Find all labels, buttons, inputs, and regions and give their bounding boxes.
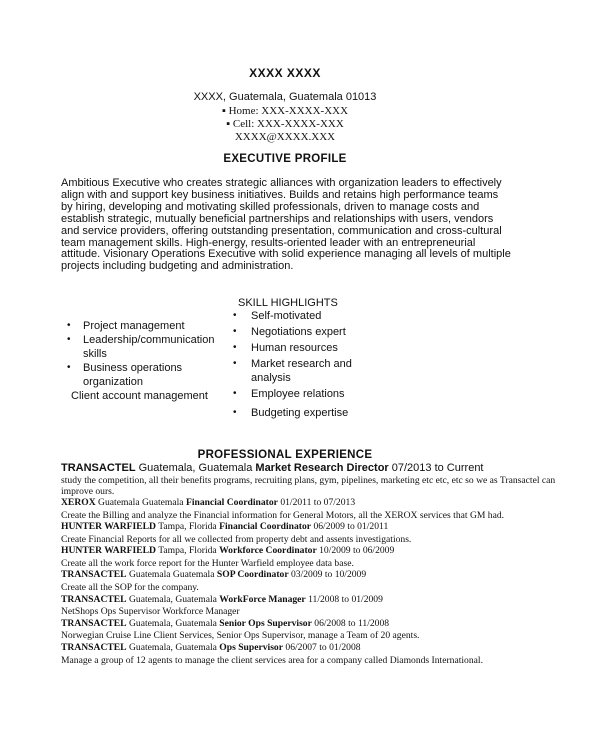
job-position: Financial Coordinator: [219, 521, 312, 533]
bullet-icon: •: [233, 310, 237, 321]
professional-experience-heading: PROFESSIONAL EXPERIENCE: [197, 449, 373, 461]
list-item: [61, 594, 581, 618]
job-location: Guatemala Guatemala: [95, 497, 186, 509]
company-name: XEROX: [61, 497, 96, 509]
list-item: • Business operations organization: [67, 362, 183, 388]
bullet-icon: ▪: [221, 105, 229, 117]
job-dates: 10/2009 to 06/2009: [316, 545, 395, 557]
list-item: [61, 462, 581, 497]
executive-profile-heading: EXECUTIVE PROFILE: [223, 153, 347, 165]
bullet-icon: •: [233, 342, 237, 353]
company-name: TRANSACTEL: [61, 569, 127, 581]
company-name: TRANSACTEL: [61, 641, 127, 653]
job-position: SOP Coordinator: [216, 569, 289, 581]
bullet-icon: •: [67, 334, 71, 345]
home-phone: [0, 104, 570, 118]
list-item: [61, 521, 581, 545]
job-location: Guatemala Guatemala: [126, 569, 217, 581]
job-position: WorkForce Manager: [219, 593, 306, 605]
job-dates: 01/2011 to 07/2013: [277, 497, 356, 509]
job-description: NetShops Ops Supervisor Workforce Manager: [61, 606, 240, 618]
list-item: [61, 642, 581, 666]
job-location: Tampa, Florida: [155, 545, 220, 557]
company-name: TRANSACTEL: [61, 462, 136, 474]
job-description: Manage a group of 12 agents to manage the client services area for a company called Diamonds International.: [61, 654, 483, 666]
job-description: Create Financial Reports for all we collected from property debt and assents investigations.: [61, 534, 412, 546]
home-phone-text: Home: XXX-XXXX-XXX: [228, 105, 349, 117]
job-dates: 11/2008 to 01/2009: [305, 593, 383, 605]
job-description: Create all the work force report for the Hunter Warfield employee data base.: [61, 558, 354, 570]
bullet-icon: •: [233, 388, 237, 399]
bullet-icon: •: [67, 362, 71, 373]
job-dates: 03/2009 to 10/2009: [288, 569, 367, 581]
job-location: Guatemala, Guatemala: [135, 462, 256, 474]
list-item: • Self-motivated: [233, 310, 322, 322]
company-name: HUNTER WARFIELD: [61, 545, 156, 557]
skills-left-list: [67, 319, 233, 389]
job-dates: 06/2007 to 01/2008: [283, 641, 361, 653]
job-description: Norwegian Cruise Line Client Services, Senior Ops Supervisor, manage a Team of 20 agents.: [61, 630, 420, 642]
cell-phone: [0, 117, 570, 131]
job-dates: 07/2013 to Current: [388, 462, 484, 474]
bullet-icon: •: [233, 358, 237, 369]
bullet-icon: •: [233, 326, 237, 337]
job-description: Create all the SOP for the company.: [61, 582, 199, 594]
list-item: [61, 618, 581, 642]
company-name: HUNTER WARFIELD: [61, 521, 156, 533]
list-item: • Project management: [67, 320, 185, 332]
list-item: • Negotiations expert: [233, 326, 346, 338]
job-position: Senior Ops Supervisor: [219, 617, 312, 629]
skills-right-list: [233, 309, 381, 420]
job-location: Guatemala, Guatemala: [126, 593, 220, 605]
job-position: Workforce Coordinator: [219, 545, 317, 557]
bullet-icon: •: [67, 320, 71, 331]
job-position: Ops Supervisor: [219, 641, 283, 653]
job-location: Guatemala, Guatemala: [126, 641, 220, 653]
cell-phone-text: Cell: XXX-XXXX-XXX: [232, 118, 344, 130]
job-position: Market Research Director: [255, 462, 389, 474]
skill-client-account: Client account management: [71, 390, 208, 402]
list-item: • Employee relations: [233, 388, 345, 400]
job-position: Financial Coordinator: [185, 497, 278, 509]
job-dates: 06/2009 to 01/2011: [311, 521, 389, 533]
job-location: Tampa, Florida: [155, 521, 220, 533]
skill-highlights-heading: SKILL HIGHLIGHTS: [238, 297, 338, 309]
executive-profile-text: Ambitious Executive who creates strategic alliances with organization leaders to effectively align with and support key business initiatives. Builds and retains high performance teams by hiring, developing and motivating skilled professionals, driven to manage costs and establish strategic, mutually beneficial partnerships and relationships with users, vendors and service providers, offering outstanding presentation, communication and cross-cultural team management skills. High-energy, results-oriented leader with an entrepreneurial attitude. Visionary Operations Executive with solid experience managing all levels of multiple projects including budgeting and administration.: [61, 177, 511, 273]
list-item: • Human resources: [233, 342, 338, 354]
job-location: Guatemala, Guatemala: [126, 617, 220, 629]
list-item: • Leadership/communication skills: [67, 334, 215, 360]
job-description: study the competition, all their benefits programs, recruiting plans, gym, pipelines, marketing etc etc, etc so we as Transactel can improve ours.: [61, 474, 556, 497]
bullet-icon: •: [233, 407, 237, 418]
bullet-icon: ▪: [226, 118, 233, 130]
list-item: [61, 497, 581, 521]
list-item: • Budgeting expertise: [233, 407, 349, 419]
list-item: [61, 545, 581, 569]
company-name: TRANSACTEL: [61, 617, 127, 629]
email-address: XXXX@XXXX.XXX: [234, 131, 336, 143]
experience-list: [61, 462, 581, 666]
job-dates: 06/2008 to 11/2008: [311, 617, 390, 629]
candidate-name: XXXX XXXX: [249, 66, 321, 80]
company-name: TRANSACTEL: [61, 593, 127, 605]
address-line: XXXX, Guatemala, Guatemala 01013: [193, 91, 377, 103]
list-item: • Market research and analysis: [233, 358, 352, 384]
job-description: Create the Billing and analyze the Financial information for General Motors, all the XEROX services that GM had.: [61, 509, 505, 521]
list-item: [61, 569, 581, 593]
